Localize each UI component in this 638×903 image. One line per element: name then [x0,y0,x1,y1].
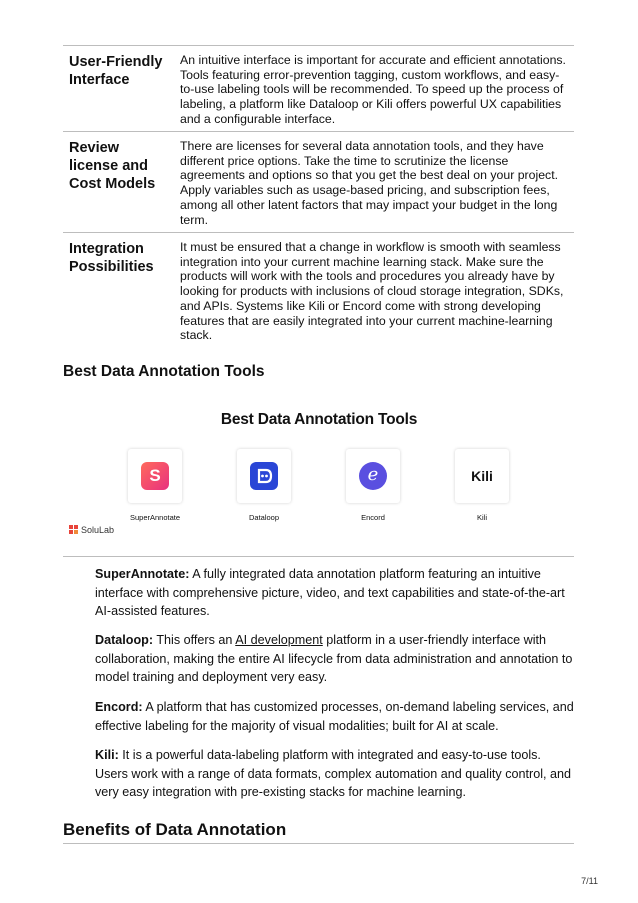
solulab-name: SoluLab [81,525,115,535]
superannotate-glyph: S [149,466,161,485]
superannotate-logo-icon [141,462,169,490]
encord-tile [346,449,400,503]
tool-description [95,746,575,802]
table-row-divider [63,232,574,233]
dataloop-tile [237,449,291,503]
tool-name: SuperAnnotate: [95,567,190,581]
encord-logo-icon [359,462,387,490]
tool-text-post: platform in a user-friendly interface with collaboration, making the entire AI lifecycle from data administration and annotation to model training and deployment very easy. [95,633,573,684]
benefits-heading: Benefits of Data Annotation [63,820,287,839]
dataloop-logo-icon [250,462,278,490]
page-number: 7/11 [581,876,598,886]
encord-glyph: e [367,464,379,485]
table-row-text: It must be ensured that a change in workflow is smooth with seamless integration into your current machine learning stack. Make sure the products will work with the tools and procedures you already have by looking for products with inclusions of cloud storage integration, SDKs, and APIs. Systems like Kili or Encord come with strong developing features that are easily integrated into your current machine-learning stack. [180,240,564,343]
figure-bottom-divider [63,556,574,557]
ai-development-link[interactable]: AI development [235,633,323,647]
table-row-text: There are licenses for several data annotation tools, and they have different price options. Take the time to scrutinize the license agreements and options so that you get the best deal on your project. Apply variables such as usage-based pricing, and subscription fees, among all other latent factors that may impact your budget in the long term. [180,139,559,227]
table-top-divider [63,45,574,46]
tool-text-pre: This offers an [156,633,233,647]
tool-description [95,565,575,621]
superannotate-label: SuperAnnotate [129,513,181,522]
solulab-brand [69,524,114,536]
superannotate-tile [128,449,182,503]
tool-description [95,631,575,687]
tool-text: A platform that has customized processes, on-demand labeling services, and effective labeling for the majority of visual modalities; built for AI at scale. [95,700,574,733]
table-row-title: Review license and Cost Models [69,140,156,192]
solulab-logo-icon [69,525,79,535]
table-row-text: An intuitive interface is important for accurate and efficient annotations. Tools featuring error-prevention tagging, custom workflows, and easy-to-use labeling tools will be recommended. To speed up the process of labeling, a platform like Dataloop or Kili offers powerful UX capabilities and a configurable interface. [180,53,566,126]
dataloop-mark-icon [250,462,278,490]
table-row-title: User-Friendly Interface [69,54,163,88]
tool-description [95,698,575,735]
figure-title: Best Data Annotation Tools [220,411,418,428]
encord-label: Encord [361,513,385,522]
kili-tile [455,449,509,503]
benefits-divider [63,843,574,844]
tool-text: A fully integrated data annotation platform featuring an intuitive interface with comprehensive picture, video, and text capabilities and state-of-the-art AI-assisted features. [95,567,565,618]
table-row-divider [63,131,574,132]
tool-name: Kili: [95,748,119,762]
tool-name: Encord: [95,700,143,714]
section-heading: Best Data Annotation Tools [63,363,265,380]
dataloop-label: Dataloop [248,513,280,522]
tool-text: It is a powerful data-labeling platform with integrated and easy-to-use tools. Users work with a range of data formats, complex automation and quality control, and very easy integration with pre-existing stacks for machine learning. [95,748,572,799]
kili-logo-icon: Kili [471,468,493,484]
table-row-title: Integration Possibilities [69,241,154,275]
kili-label: Kili [476,513,487,522]
tool-name: Dataloop: [95,633,154,647]
